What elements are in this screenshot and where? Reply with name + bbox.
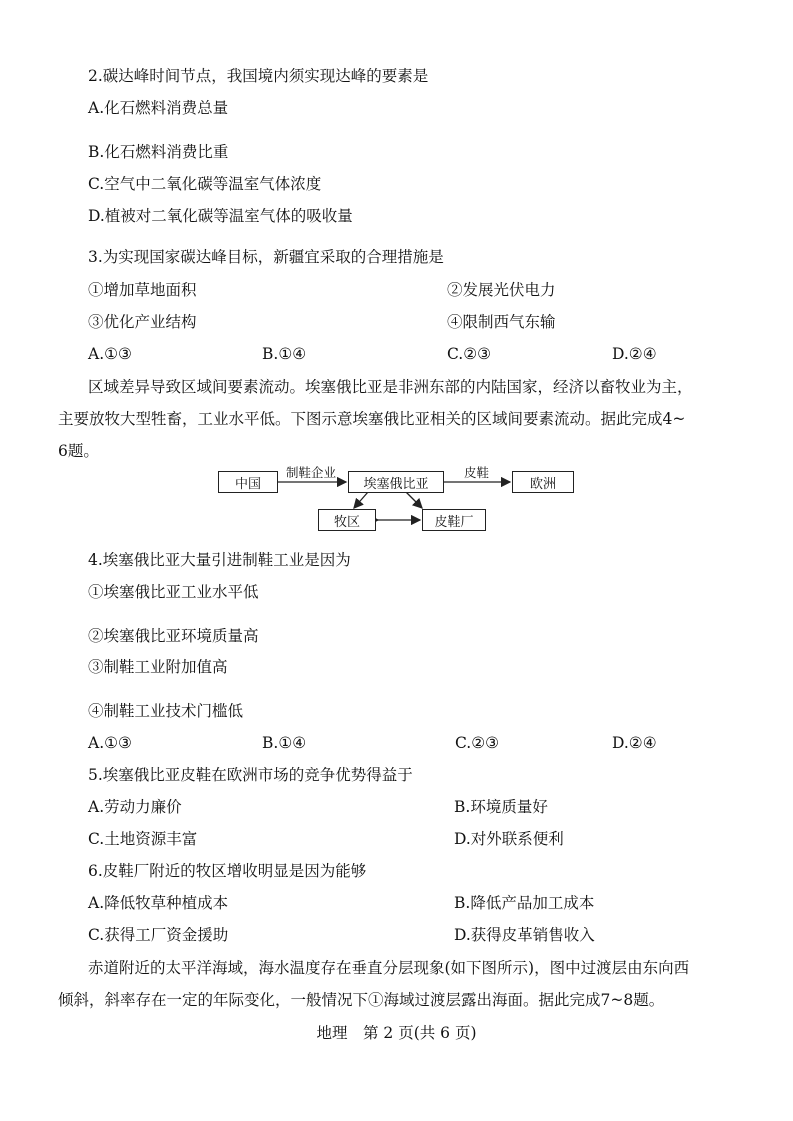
intro2-line1: 赤道附近的太平洋海域，海水温度存在垂直分层现象(如下图所示)，图中过渡层由东向西 bbox=[88, 959, 690, 977]
q6-option-a: A.降低牧草种植成本 bbox=[88, 894, 229, 912]
node-europe: 欧洲 bbox=[512, 471, 574, 493]
edge-label-shoe-companies: 制鞋企业 bbox=[286, 465, 337, 480]
q3-option-a: A.①③ bbox=[88, 345, 132, 363]
intro2-line2: 倾斜，斜率存在一定的年际变化，一般情况下①海域过渡层露出海面。据此完成7~8题。 bbox=[58, 991, 665, 1009]
q6-option-b: B.降低产品加工成本 bbox=[454, 894, 595, 912]
q6-option-c: C.获得工厂资金援助 bbox=[88, 926, 229, 944]
q6-option-d: D.获得皮革销售收入 bbox=[454, 926, 595, 944]
q4-item-3: ③制鞋工业附加值高 bbox=[88, 658, 228, 676]
q4-item-1: ①埃塞俄比亚工业水平低 bbox=[88, 583, 259, 601]
q5-option-a: A.劳动力廉价 bbox=[88, 798, 182, 816]
q4-option-a: A.①③ bbox=[88, 734, 132, 752]
factor-flow-diagram bbox=[218, 463, 578, 543]
node-ethiopia: 埃塞俄比亚 bbox=[348, 471, 444, 493]
q4-item-4: ④制鞋工业技术门槛低 bbox=[88, 702, 244, 720]
q4-item-2: ②埃塞俄比亚环境质量高 bbox=[88, 627, 259, 645]
q4-option-b: B.①④ bbox=[262, 734, 307, 752]
q3-item-4: ④限制西气东输 bbox=[447, 313, 556, 331]
q5-option-c: C.土地资源丰富 bbox=[88, 830, 198, 848]
q3-option-b: B.①④ bbox=[262, 345, 307, 363]
q3-item-2: ②发展光伏电力 bbox=[447, 281, 556, 299]
q6-stem: 6.皮鞋厂附近的牧区增收明显是因为能够 bbox=[88, 862, 367, 880]
node-pasture: 牧区 bbox=[318, 509, 376, 531]
q4-option-c: C.②③ bbox=[455, 734, 500, 752]
q2-option-c: C.空气中二氧化碳等温室气体浓度 bbox=[88, 175, 322, 193]
q2-option-d: D.植被对二氧化碳等温室气体的吸收量 bbox=[88, 207, 353, 225]
intro1-line1: 区域差异导致区域间要素流动。埃塞俄比亚是非洲东部的内陆国家，经济以畜牧业为主， bbox=[88, 378, 693, 396]
arrow-ethiopia-factory bbox=[406, 492, 422, 508]
q3-stem: 3.为实现国家碳达峰目标，新疆宜采取的合理措施是 bbox=[88, 248, 444, 266]
q5-stem: 5.埃塞俄比亚皮鞋在欧洲市场的竞争优势得益于 bbox=[88, 766, 413, 784]
intro1-line3: 6题。 bbox=[58, 442, 99, 460]
q2-option-a: A.化石燃料消费总量 bbox=[88, 99, 229, 117]
q4-option-d: D.②④ bbox=[612, 734, 657, 752]
intro1-line2: 主要放牧大型牲畜，工业水平低。下图示意埃塞俄比亚相关的区域间要素流动。据此完成4~ bbox=[58, 410, 686, 428]
node-china: 中国 bbox=[218, 471, 278, 493]
edge-label-leather-shoes: 皮鞋 bbox=[464, 465, 490, 480]
q3-option-c: C.②③ bbox=[447, 345, 492, 363]
q2-option-b: B.化石燃料消费比重 bbox=[88, 143, 229, 161]
page-footer: 地理 第 2 页(共 6 页) bbox=[316, 1024, 477, 1042]
q2-stem: 2.碳达峰时间节点，我国境内须实现达峰的要素是 bbox=[88, 67, 429, 85]
arrow-ethiopia-pasture bbox=[354, 492, 368, 508]
q3-item-3: ③优化产业结构 bbox=[88, 313, 197, 331]
q3-option-d: D.②④ bbox=[612, 345, 657, 363]
q5-option-d: D.对外联系便利 bbox=[454, 830, 564, 848]
node-shoe-factory: 皮鞋厂 bbox=[422, 509, 486, 531]
q4-stem: 4.埃塞俄比亚大量引进制鞋工业是因为 bbox=[88, 551, 351, 569]
q3-item-1: ①增加草地面积 bbox=[88, 281, 197, 299]
q5-option-b: B.环境质量好 bbox=[454, 798, 548, 816]
